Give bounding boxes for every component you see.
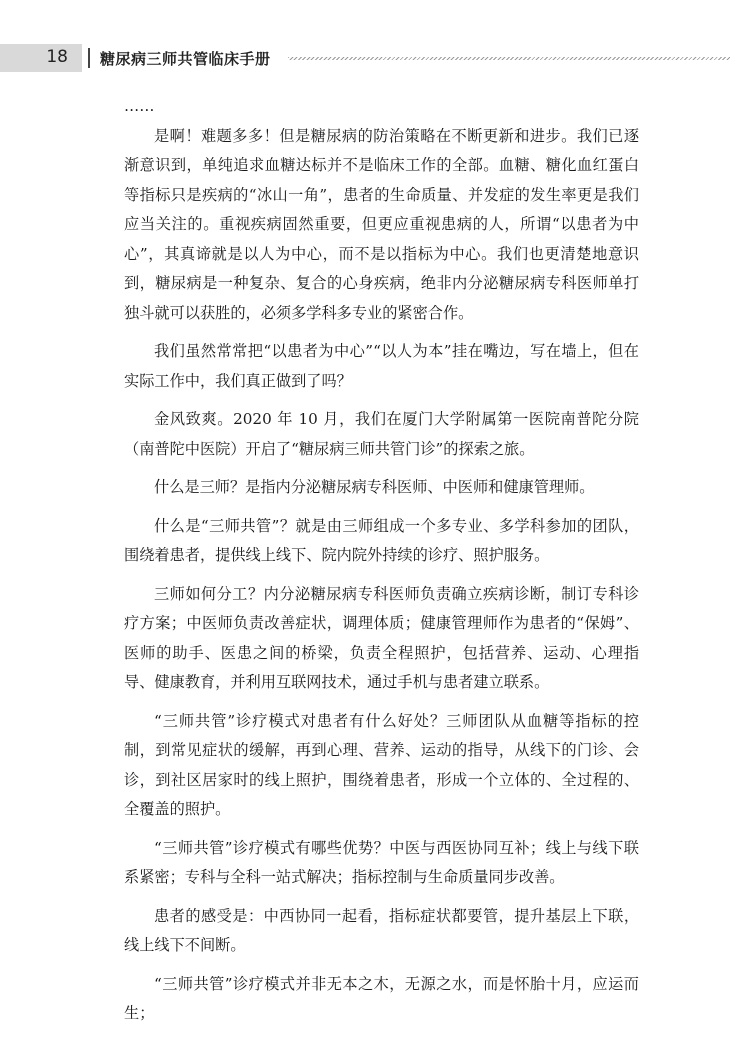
- page-number-tab: [0, 44, 82, 72]
- paragraph-9: 患者的感受是：中西协同一起看，指标症状都要管，提升基层上下联，线上线下不间断。: [124, 906, 639, 954]
- paragraph-2: 我们虽然常常把“以患者为中心”“以人为本”挂在嘴边，写在墙上，但在实际工作中，我们真正做到了吗？: [124, 342, 639, 390]
- paragraph-6: 三师如何分工？内分泌糖尿病专科医师负责确立疾病诊断，制订专科诊疗方案；中医师负责改善症状，调理体质；健康管理师作为患者的“保姆”、医师的助手、医患之间的桥梁，负责全程照护，包括营养、运动、心理指导、健康教育，并利用互联网技术，通过手机与患者建立联系。: [124, 584, 639, 691]
- page-number: 18: [46, 47, 68, 67]
- paragraph-3: 金风致爽。2020 年 10 月，我们在厦门大学附属第一医院南普陀分院（南普陀中医院）开启了“糖尿病三师共管门诊”的探索之旅。: [124, 410, 639, 458]
- paragraph-1: 是啊！难题多多！但是糖尿病的防治策略在不断更新和进步。我们已逐渐意识到，单纯追求血糖达标并不是临床工作的全部。血糖、糖化血红蛋白等指标只是疾病的“冰山一角”，患者的生命质量、并发症的发生率更是我们应当关注的。重视疾病固然重要，但更应重视患病的人，所谓“以患者为中心”，其真谛就是以人为中心，而不是以指标为中心。我们也更清楚地意识到，糖尿病是一种复杂、复合的心身疾病，绝非内分泌糖尿病专科医师单打独斗就可以获胜的，必须多学科多专业的紧密合作。: [124, 126, 639, 322]
- header-hatch-rule: [288, 57, 730, 60]
- running-header: [0, 44, 730, 72]
- paragraph-7: “三师共管”诊疗模式对患者有什么好处？三师团队从血糖等指标的控制，到常见症状的缓解，再到心理、营养、运动的指导，从线下的门诊、会诊，到社区居家时的线上照护，围绕着患者，形成一个立体的、全过程的、全覆盖的照护。: [124, 711, 639, 818]
- ellipsis-line: ……: [124, 97, 155, 115]
- paragraph-10: “三师共管”诊疗模式并非无本之木，无源之水，而是怀胎十月，应运而生；: [124, 974, 639, 1022]
- book-title: 糖尿病三师共管临床手册: [100, 50, 271, 68]
- paragraph-4: 什么是三师？是指内分泌糖尿病专科医师、中医师和健康管理师。: [154, 478, 595, 496]
- header-divider: [88, 48, 90, 68]
- paragraph-8: “三师共管”诊疗模式有哪些优势？中医与西医协同互补；线上与线下联系紧密；专科与全科一站式解决；指标控制与生命质量同步改善。: [124, 838, 639, 886]
- paragraph-5: 什么是“三师共管”？就是由三师组成一个多专业、多学科参加的团队，围绕着患者，提供线上线下、院内院外持续的诊疗、照护服务。: [124, 516, 639, 564]
- page-body: [124, 92, 639, 1038]
